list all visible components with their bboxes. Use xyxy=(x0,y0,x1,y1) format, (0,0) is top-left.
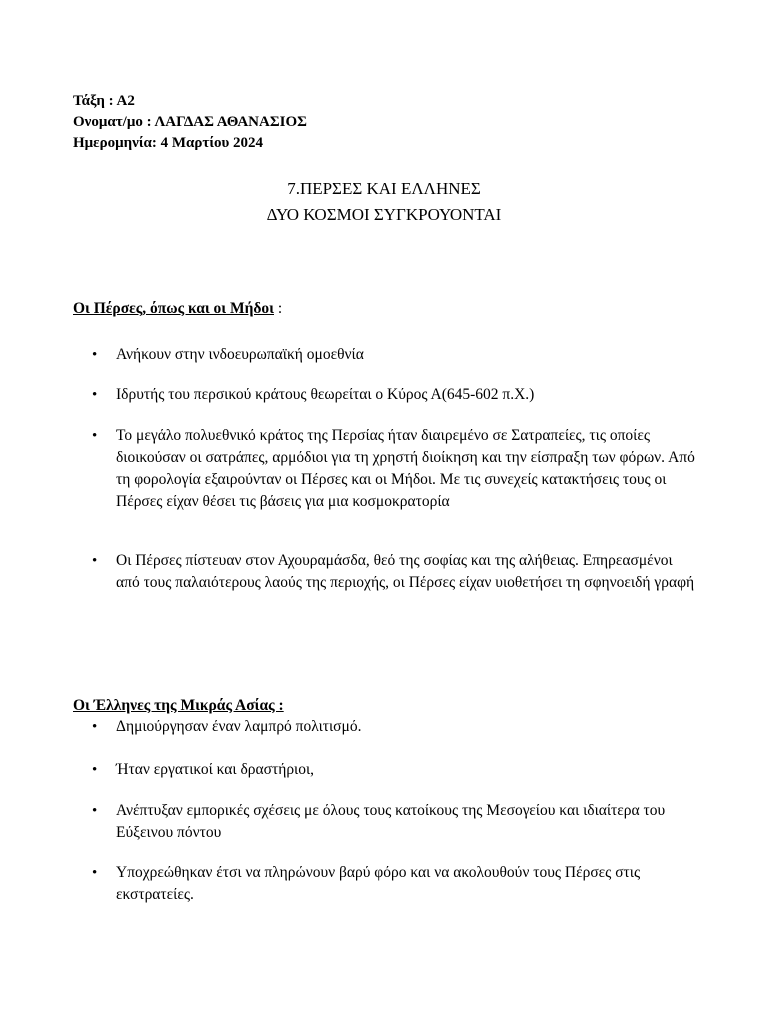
list-item-text: Δημιούργησαν έναν λαμπρό πολιτισμό. xyxy=(116,718,362,735)
section-heading-text: Οι Πέρσες, όπως και οι Μήδοι xyxy=(73,300,274,317)
bullet-icon: • xyxy=(92,387,98,403)
list-item-text: Οι Πέρσες πίστευαν στον Αχουραμάσδα, θεό της σοφίας και της αλήθειας. Επηρεασμένοι από τους παλαιότερους λαούς της περιοχής, οι Πέρσες είχαν υιοθετήσει τη σφηνοειδή γραφή xyxy=(116,552,695,591)
list-item-text: Ήταν εργατικοί και δραστήριοι, xyxy=(116,761,315,778)
list-item-text: Ανήκουν στην ινδοευρωπαϊκή ομοεθνία xyxy=(116,346,364,363)
date-line: Ημερομηνία: 4 Μαρτίου 2024 xyxy=(73,135,264,151)
bullet-icon: • xyxy=(92,762,98,778)
list-item-text: Υποχρεώθηκαν έτσι να πληρώνουν βαρύ φόρο και να ακολουθούν τους Πέρσες στις εκστρατείες. xyxy=(116,864,641,903)
section-heading-greeks xyxy=(73,697,284,715)
document-title xyxy=(0,176,768,228)
bullet-icon: • xyxy=(92,553,98,569)
bullet-icon: • xyxy=(92,865,98,881)
list-item-text: Ανέπτυξαν εμπορικές σχέσεις με όλους τους κατοίκους της Μεσογείου και ιδιαίτερα του Εύξεινου πόντου xyxy=(116,802,666,841)
section-heading-text: Οι Έλληνες της Μικράς Ασίας : xyxy=(73,697,284,714)
list-item-text: Ιδρυτής του περσικού κράτους θεωρείται ο Κύρος Α(645-602 π.Χ.) xyxy=(116,386,535,403)
title-line-2: ΔΥΟ ΚΟΣΜΟΙ ΣΥΓΚΡΟΥΟΝΤΑΙ xyxy=(266,205,502,224)
bullet-icon: • xyxy=(92,719,98,735)
list-item-text: Το μεγάλο πολυεθνικό κράτος της Περσίας ήταν διαιρεμένο σε Σατραπείες, τις οποίες διοικούσαν οι σατράπες, αρμόδιοι για τη χρηστή διοίκηση και την είσπραξη των φόρων. Από τη φορολογία εξαιρούνταν οι Πέρσες και οι Μήδοι. Με τις συνεχείς κατακτήσεις τους οι Πέρσες είχαν θέσει τις βάσεις για μια κοσμοκρατορία xyxy=(116,427,695,510)
bullet-icon: • xyxy=(92,428,98,444)
name-line: Ονοματ/μο : ΛΑΓΔΑΣ ΑΘΑΝΑΣΙΟΣ xyxy=(73,114,307,130)
class-line: Τάξη : Α2 xyxy=(73,93,135,109)
title-line-1: 7.ΠΕΡΣΕΣ ΚΑΙ ΕΛΛΗΝΕΣ xyxy=(287,179,481,198)
bullet-icon: • xyxy=(92,347,98,363)
section-heading-persians xyxy=(73,300,282,318)
header-block xyxy=(73,91,307,154)
bullet-icon: • xyxy=(92,803,98,819)
section-heading-suffix: : xyxy=(274,300,283,317)
